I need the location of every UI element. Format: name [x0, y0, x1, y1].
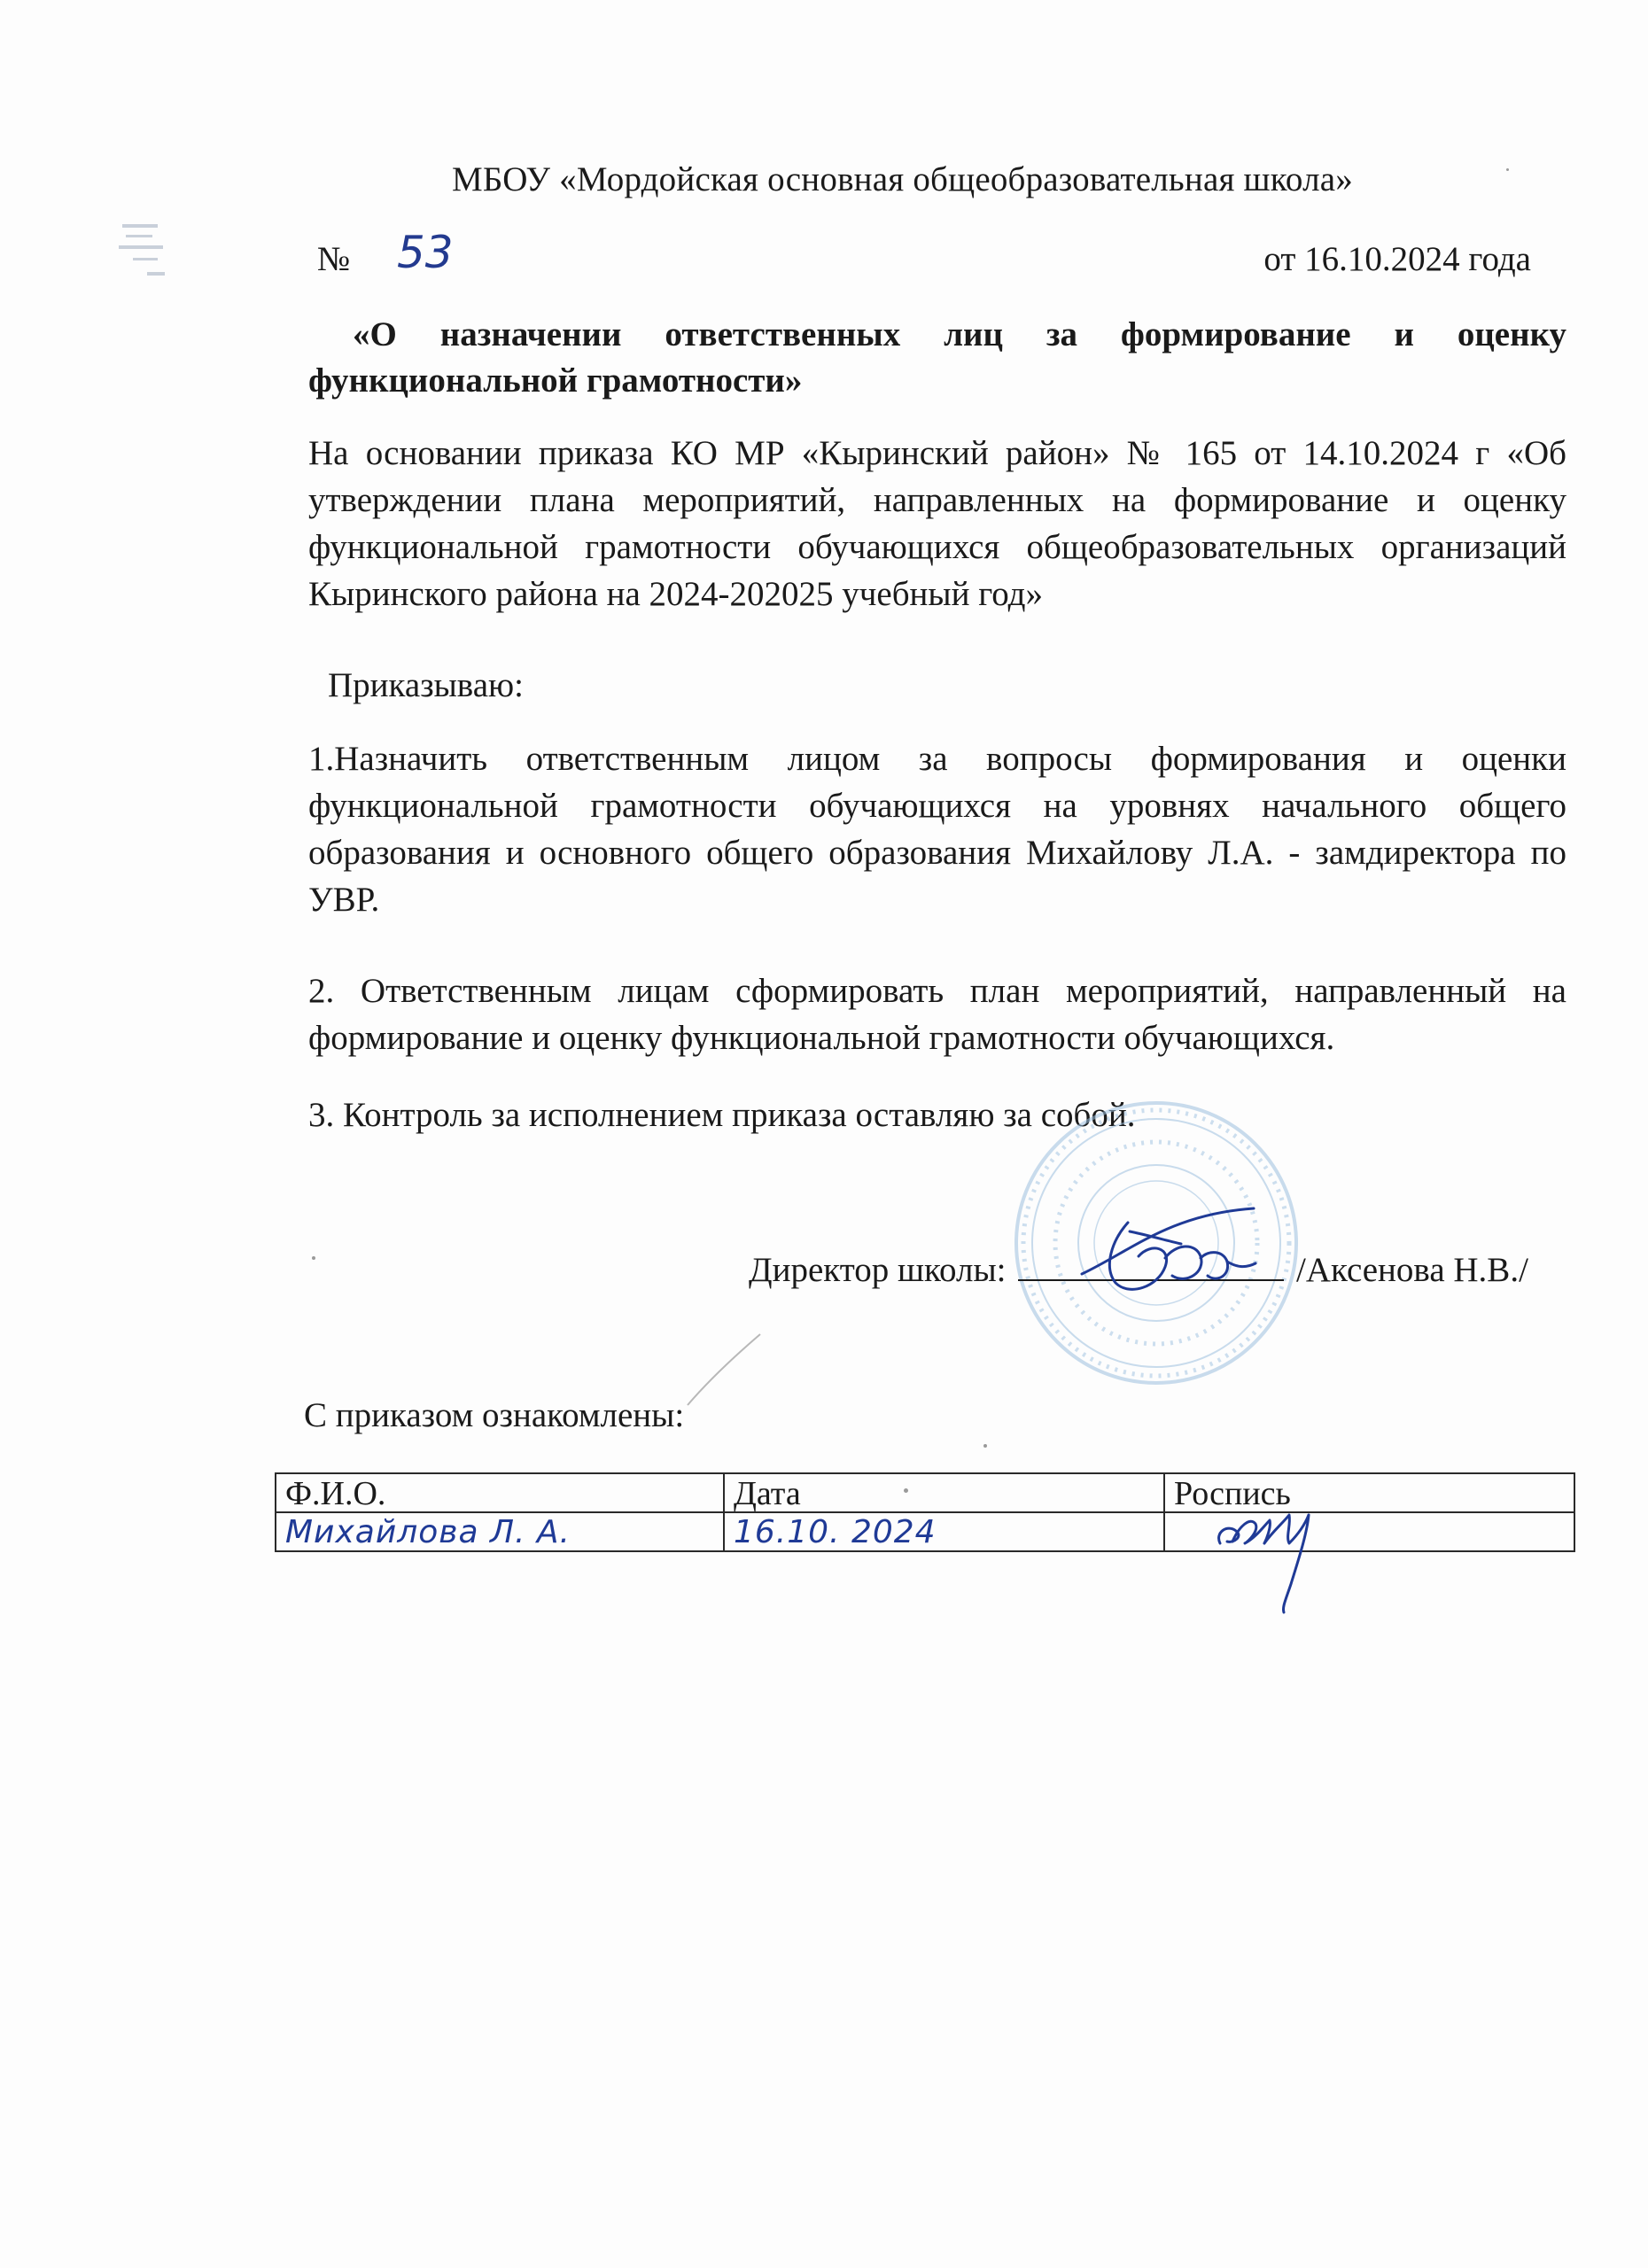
order-number-line [317, 227, 1566, 294]
order-item-1: 1.Назначить ответственным лицом за вопросы формирования и оценки функциональной грамотности обучающихся на уровнях начального общего образования и основного общего образования Михайлову Л.А. - замдиректора по УВР. [308, 740, 1566, 919]
table-row [276, 1512, 1574, 1551]
row-date: 16.10. 2024 [724, 1512, 1164, 1551]
row-name: Михайлова Л. А. [276, 1512, 724, 1551]
header-date: Дата [724, 1473, 1164, 1512]
faint-stamp-mark [115, 217, 213, 315]
director-name: /Аксенова Н.В./ [1295, 1251, 1528, 1289]
handwritten-signature [1209, 1508, 1342, 1614]
number-sign: № [317, 240, 351, 278]
header-signature: Роспись [1164, 1473, 1574, 1512]
school-name: МБОУ «Мордойская основная общеобразовательная школа» [452, 160, 1353, 198]
table-header-row [276, 1473, 1574, 1512]
director-signature [1077, 1205, 1263, 1302]
scan-speck [312, 1256, 315, 1260]
scan-speck [1506, 168, 1509, 171]
order-label: Приказываю: [328, 666, 524, 704]
order-number: 53 [397, 227, 454, 278]
acquaintance-table [275, 1472, 1575, 1552]
order-item-3: 3. Контроль за исполнением приказа оставляю за собой. [308, 1096, 1136, 1134]
director-label: Директор школы: [749, 1251, 1007, 1289]
acquainted-label: С приказом ознакомлены: [304, 1396, 685, 1434]
pen-mark [682, 1329, 771, 1409]
order-title: «О назначении ответственных лиц за формирование и оценку функциональной грамотности» [308, 315, 1566, 400]
scan-speck [983, 1444, 987, 1448]
scan-speck [904, 1488, 908, 1493]
order-basis: На основании приказа КО МР «Кыринский район» № 165 от 14.10.2024 г «Об утверждении плана мероприятий, направленных на формирование и оценку функциональной грамотности обучающихся общеобразовательных организаций Кыринского района на 2024-202025 учебный год» [308, 434, 1566, 613]
header-name: Ф.И.О. [276, 1473, 724, 1512]
order-date: от 16.10.2024 года [1263, 240, 1531, 278]
row-signature-cell [1164, 1512, 1574, 1551]
order-item-2: 2. Ответственным лицам сформировать план мероприятий, направленный на формирование и оценку функциональной грамотности обучающихся. [308, 972, 1566, 1057]
